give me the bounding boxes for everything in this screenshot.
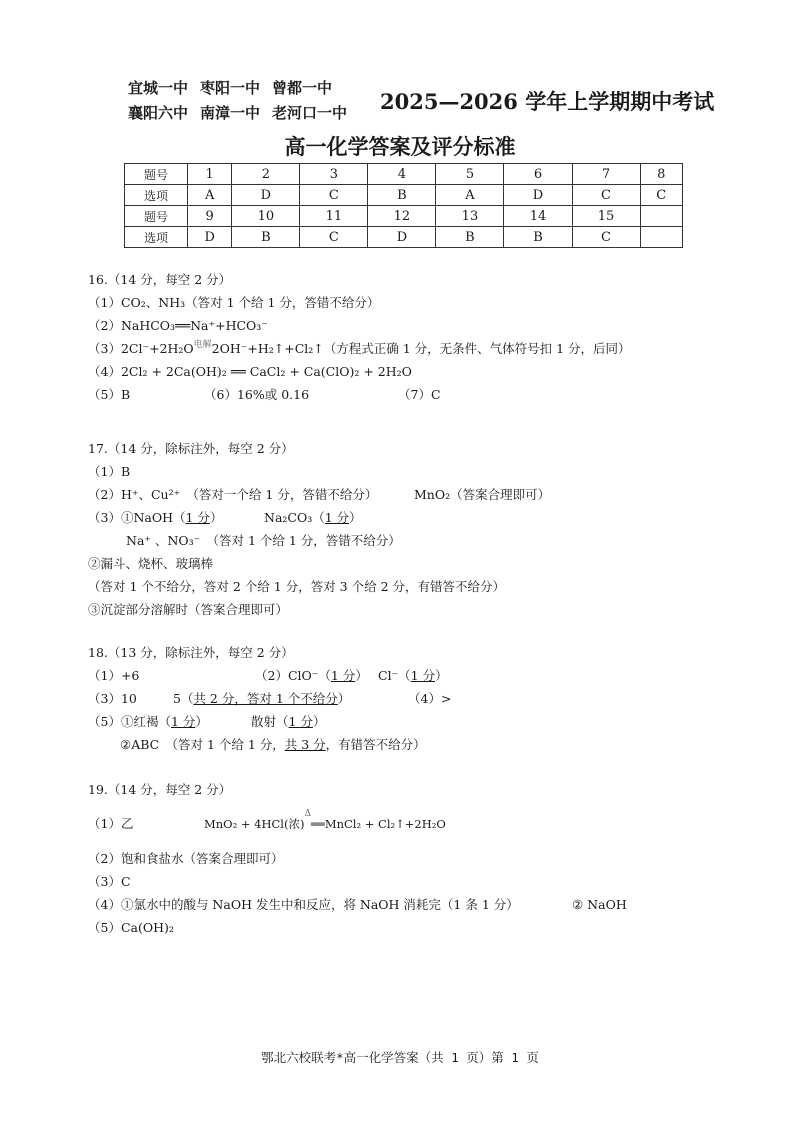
- table-cell: C: [572, 227, 640, 248]
- table-row-label: 选项: [125, 227, 188, 248]
- table-cell: C: [300, 185, 368, 206]
- table-cell: B: [368, 185, 436, 206]
- table-row-label: 选项: [125, 185, 188, 206]
- table-row-label: 题号: [125, 164, 188, 185]
- answer-line: Na⁺ 、NO₃⁻ （答对 1 个给 1 分，答错不给分）: [126, 533, 401, 548]
- answer-text: （2）ClO⁻（: [255, 668, 331, 683]
- equation-right: ══MnCl₂ + Cl₂↑+2H₂O: [310, 817, 446, 831]
- answer-line: （2）饱和食盐水（答案合理即可）: [88, 851, 284, 866]
- bracket: ）: [312, 714, 326, 729]
- page-title: 高一化学答案及评分标准: [284, 135, 516, 159]
- answer-item: [88, 710, 208, 733]
- question-heading: 16.（14 分，每空 2 分）: [88, 272, 232, 287]
- score-note: 共 3 分: [284, 737, 326, 752]
- table-cell: C: [640, 185, 682, 206]
- school-name: 襄阳六中: [128, 104, 189, 122]
- reaction-condition: 电解: [193, 340, 212, 350]
- answer-item: （6）16%或 0.16: [204, 387, 310, 402]
- table-cell: C: [572, 185, 640, 206]
- answer-line: （5）Ca(OH)₂: [88, 920, 174, 935]
- school-name: 曾都一中: [272, 79, 333, 97]
- answer-item: （1）+6: [88, 668, 140, 683]
- answer-line: [88, 483, 551, 506]
- score-note: 1 分: [330, 668, 356, 683]
- answer-line: （3）C: [88, 874, 131, 889]
- answer-text: ②ABC （答对 1 个给 1 分，: [120, 737, 285, 752]
- answer-item: [251, 710, 325, 733]
- answer-item: （5）B: [88, 387, 131, 402]
- school-row-1: [128, 76, 366, 101]
- table-cell: 5: [436, 164, 504, 185]
- question-heading: 19.（14 分，每空 2 分）: [88, 782, 232, 797]
- answer-text: 5（: [173, 691, 194, 706]
- answer-line: ③沉淀部分溶解时（答案合理即可）: [88, 602, 289, 617]
- table-cell: 3: [300, 164, 368, 185]
- score-note: 1 分: [170, 714, 196, 729]
- table-cell: 9: [188, 206, 232, 227]
- answer-item: [173, 687, 350, 710]
- bracket: ）: [349, 510, 362, 525]
- answer-line: [88, 710, 426, 733]
- school-name: 南漳一中: [200, 104, 261, 122]
- table-cell: 4: [368, 164, 436, 185]
- answer-line: [88, 801, 446, 847]
- equation-right: 2OH⁻+H₂↑+Cl₂↑（方程式正确 1 分，无条件、气体符号扣 1 分，后同）: [211, 341, 631, 356]
- table-cell: 2: [232, 164, 300, 185]
- question-heading: 17.（14 分，除标注外，每空 2 分）: [88, 441, 294, 456]
- answer-line: （1）CO₂、NH₃（答对 1 个给 1 分，答错不给分）: [88, 295, 380, 310]
- answer-item: （7）C: [398, 387, 441, 402]
- answer-text: Na₂CO₃（: [264, 510, 325, 525]
- answer-line: [88, 687, 452, 710]
- school-list: [128, 76, 366, 126]
- table-cell: B: [504, 227, 572, 248]
- question-heading: 18.（13 分，除标注外，每空 2 分）: [88, 645, 294, 660]
- answer-item: [378, 664, 448, 687]
- answer-line: [88, 506, 505, 529]
- table-cell: 8: [640, 164, 682, 185]
- table-cell: D: [368, 227, 436, 248]
- table-cell: 15: [572, 206, 640, 227]
- answer-line: [88, 337, 631, 360]
- table-row: [125, 206, 683, 227]
- answer-item: （1）乙: [88, 816, 134, 831]
- table-cell: 12: [368, 206, 436, 227]
- chemical-equation: [204, 801, 446, 849]
- table-cell: B: [232, 227, 300, 248]
- question-19: [88, 778, 627, 939]
- answer-line: ②漏斗、烧杯、玻璃棒: [88, 556, 214, 571]
- answer-line: [88, 893, 627, 916]
- answer-line: （答对 1 个不给分，答对 2 个给 1 分，答对 3 个给 2 分，有错答不给分）: [88, 579, 505, 594]
- table-cell: 6: [504, 164, 572, 185]
- score-note: 共 2 分，答对 1 个不给分: [193, 691, 338, 706]
- table-cell: A: [188, 185, 232, 206]
- table-row-label: 题号: [125, 206, 188, 227]
- table-row: [125, 227, 683, 248]
- school-name: 宜城一中: [128, 79, 189, 97]
- table-cell: D: [504, 185, 572, 206]
- bracket: ）: [337, 691, 351, 706]
- reaction-condition: Δ: [304, 809, 311, 819]
- answer-line: （1）B: [88, 464, 131, 479]
- answer-text: （5）①红褐（: [88, 714, 171, 729]
- score-note: 1 分: [410, 668, 436, 683]
- bracket: ）: [209, 510, 223, 525]
- answer-item: （4）①氯水中的酸与 NaOH 发生中和反应，将 NaOH 消耗完（1 条 1 分）: [88, 897, 519, 912]
- answer-line: [88, 383, 631, 406]
- page-footer: 鄂北六校联考*高一化学答案（共 1 页）第 1 页: [261, 1050, 539, 1065]
- bracket: ）: [195, 714, 208, 729]
- bracket: ）: [435, 668, 448, 683]
- table-cell: 1: [188, 164, 232, 185]
- answer-text: Cl⁻（: [378, 668, 411, 683]
- school-row-2: [128, 101, 366, 126]
- table-cell: 14: [504, 206, 572, 227]
- table-cell: B: [436, 227, 504, 248]
- score-note: 1 分: [324, 510, 350, 525]
- answer-line: （4）2Cl₂ + 2Ca(OH)₂ ══ CaCl₂ + Ca(ClO)₂ + 2H₂O: [88, 364, 412, 379]
- question-18: [88, 641, 452, 756]
- answer-table: [124, 163, 683, 248]
- bracket: ）: [355, 668, 368, 683]
- school-name: 枣阳一中: [200, 79, 261, 97]
- table-cell: D: [188, 227, 232, 248]
- answer-line: （2）NaHCO₃══Na⁺+HCO₃⁻: [88, 318, 268, 333]
- answer-item: MnO₂（答案合理即可）: [414, 487, 551, 502]
- answer-line: [88, 733, 426, 756]
- table-row: [125, 185, 683, 206]
- table-cell: 7: [572, 164, 640, 185]
- answer-text: 散射（: [251, 714, 289, 729]
- score-note: 1 分: [185, 510, 210, 525]
- question-16: [88, 268, 631, 406]
- answer-text: ，有错答不给分）: [325, 737, 426, 752]
- score-note: 1 分: [288, 714, 313, 729]
- answer-item: （4）>: [408, 691, 452, 706]
- table-cell: C: [300, 227, 368, 248]
- answer-line: [88, 664, 448, 687]
- table-cell: D: [232, 185, 300, 206]
- equation-left: （3）2Cl⁻+2H₂O: [88, 341, 194, 356]
- answer-item: （2）H⁺、Cu²⁺ （答对一个给 1 分，答错不给分）: [88, 487, 378, 502]
- answer-item: [264, 506, 362, 529]
- table-cell: 11: [300, 206, 368, 227]
- table-cell: 10: [232, 206, 300, 227]
- school-name: 老河口一中: [272, 104, 348, 122]
- table-cell: 13: [436, 206, 504, 227]
- answer-item: [88, 506, 222, 529]
- answer-text: （3）①NaOH（: [88, 510, 186, 525]
- exam-title: 2025—2026 学年上学期期中考试: [380, 89, 715, 114]
- table-row: [125, 164, 683, 185]
- table-cell: A: [436, 185, 504, 206]
- question-17: [88, 437, 551, 621]
- table-cell: [640, 227, 682, 248]
- answer-item: [255, 664, 368, 687]
- table-cell: [640, 206, 682, 227]
- answer-item: （3）10: [88, 691, 137, 706]
- equation-left: MnO₂ + 4HCl(浓): [204, 817, 305, 831]
- answer-item: ② NaOH: [572, 897, 627, 912]
